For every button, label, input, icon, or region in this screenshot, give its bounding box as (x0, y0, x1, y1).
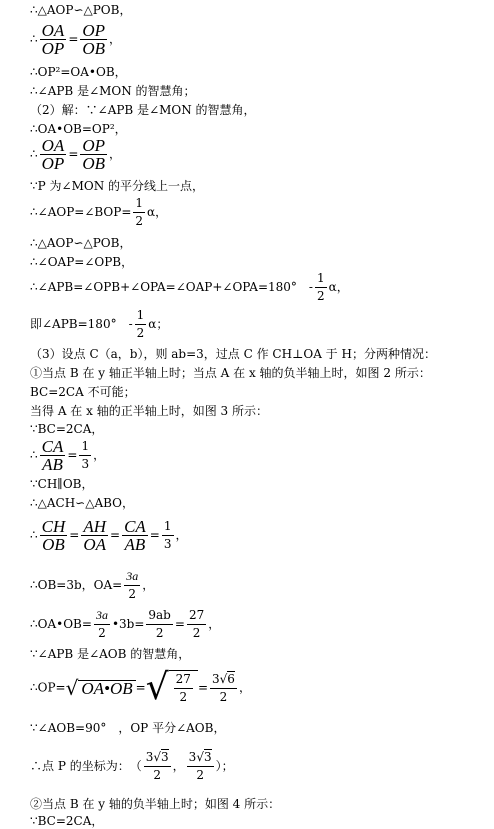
fraction: $\frac{3√3}{2}$ (188, 750, 212, 782)
line-9: ∴∠AOP=∠BOP= $\frac{1}{2}$ α， (30, 196, 168, 228)
fraction: $\frac{OA}{OP}$ (41, 21, 65, 58)
fraction: $\frac{1}{3}$ (81, 439, 90, 471)
fraction: $\frac{1}{2}$ (135, 196, 144, 228)
fraction: $\frac{3√3}{2}$ (145, 750, 169, 782)
line-20: ∵CH∥OB， (30, 477, 94, 491)
line-13: 即∠APB=180° - $\frac{1}{2}$ α； (30, 308, 169, 340)
fraction: $\frac{3√6}{2}$ (212, 671, 235, 704)
line-6: ∴OA•OB=OP²， (30, 122, 127, 136)
line-2-proportion: ∴ $\frac{OA}{OP}$ = $\frac{OP}{OB}$ ， (30, 21, 122, 58)
line-3: ∴OP²=OA•OB， (30, 65, 127, 79)
fraction: $\frac{OP}{OB}$ (82, 21, 106, 58)
line-22: ∴ $\frac{CH}{OB}$ = $\frac{AH}{OA}$ = $\frac{CA}{AB}$ = $\frac{1}{3}$ ， (30, 517, 188, 554)
line-24: ∴OA•OB= $\frac{3a}{2}$ •3b= $\frac{9ab}{2}$ = $\frac{27}{2}$ ， (30, 608, 221, 640)
fraction: $\frac{OA}{OP}$ (41, 136, 65, 173)
line-23: ∴OB=3b，OA= $\frac{3a}{2}$ ， (30, 569, 155, 601)
radical-icon: √ (145, 667, 169, 708)
line-8: ∵P 为∠MON 的平分线上一点， (30, 179, 205, 193)
line-26: ∴OP= √ OA•OB = √ $\frac{27}{2}$ = $\frac{3√6}{2}$ ， (30, 667, 251, 708)
radical-icon: √ (65, 676, 79, 700)
line-18: ∵BC=2CA， (30, 422, 104, 436)
line-14: （3）设点 C（a，b），则 ab=3，过点 C 作 CH⊥OA 于 H；分两种情况： (30, 347, 436, 361)
line-30: ∵BC=2CA， (30, 814, 104, 828)
fraction: $\frac{3a}{2}$ (95, 608, 108, 640)
fraction: $\frac{OP}{OB}$ (82, 136, 106, 173)
fraction: $\frac{AH}{OA}$ (83, 517, 106, 554)
line-12: ∴∠APB=∠OPB+∠OPA=∠OAP+∠OPA=180° - $\frac{1}{2}$ α， (30, 271, 349, 303)
line-11: ∴∠OAP=∠OPB， (30, 255, 134, 269)
fraction: $\frac{27}{2}$ (188, 608, 205, 640)
line-16: BC=2CA 不可能； (30, 385, 136, 399)
line-4: ∴∠APB 是∠MON 的智慧角； (30, 84, 196, 98)
fraction: $\frac{CA}{AB}$ (41, 437, 64, 474)
line-29: ②当点 B 在 y 轴的负半轴上时；如图 4 所示： (30, 797, 281, 811)
fraction: $\frac{1}{3}$ (163, 519, 172, 551)
line-7-proportion: ∴ $\frac{OA}{OP}$ = $\frac{OP}{OB}$ ， (30, 136, 122, 173)
line-21: ∴△ACH∽△ABO， (30, 496, 135, 510)
fraction: $\frac{1}{2}$ (136, 308, 145, 340)
line-28: ∴点 P 的坐标为： （ $\frac{3√3}{2}$ ， $\frac{3√3}{2}$ ）； (30, 750, 234, 782)
line-25: ∵∠APB 是∠AOB 的智慧角， (30, 647, 191, 661)
radical-icon: √ (219, 671, 228, 686)
line-10: ∴△AOP∽△POB， (30, 236, 132, 250)
line-27: ∵∠AOB=90° ，OP 平分∠AOB， (30, 721, 226, 735)
radical-icon: √ (153, 750, 162, 764)
fraction: $\frac{27}{2}$ (175, 672, 191, 704)
sqrt-expression: √ OA•OB (66, 678, 136, 698)
line-17: 当得 A 在 x 轴的正半轴上时，如图 3 所示： (30, 404, 268, 418)
fraction: $\frac{9ab}{2}$ (148, 608, 171, 640)
fraction: $\frac{3a}{2}$ (126, 569, 139, 601)
line-19: ∴ $\frac{CA}{AB}$ = $\frac{1}{3}$ ， (30, 437, 106, 474)
sqrt-expression (145, 667, 198, 708)
radical-icon: √ (196, 750, 204, 764)
line-1: ∴△AOP∽△POB， (30, 3, 132, 17)
fraction: $\frac{CH}{OB}$ (41, 517, 66, 554)
fraction: $\frac{CA}{AB}$ (124, 517, 146, 554)
fraction: $\frac{1}{2}$ (316, 271, 325, 303)
line-15: ①当点 B 在 y 轴正半轴上时；当点 A 在 x 轴的负半轴上时，如图 2 所示： (30, 366, 431, 380)
line-5: （2）解：∵∠APB 是∠MON 的智慧角， (30, 103, 256, 117)
